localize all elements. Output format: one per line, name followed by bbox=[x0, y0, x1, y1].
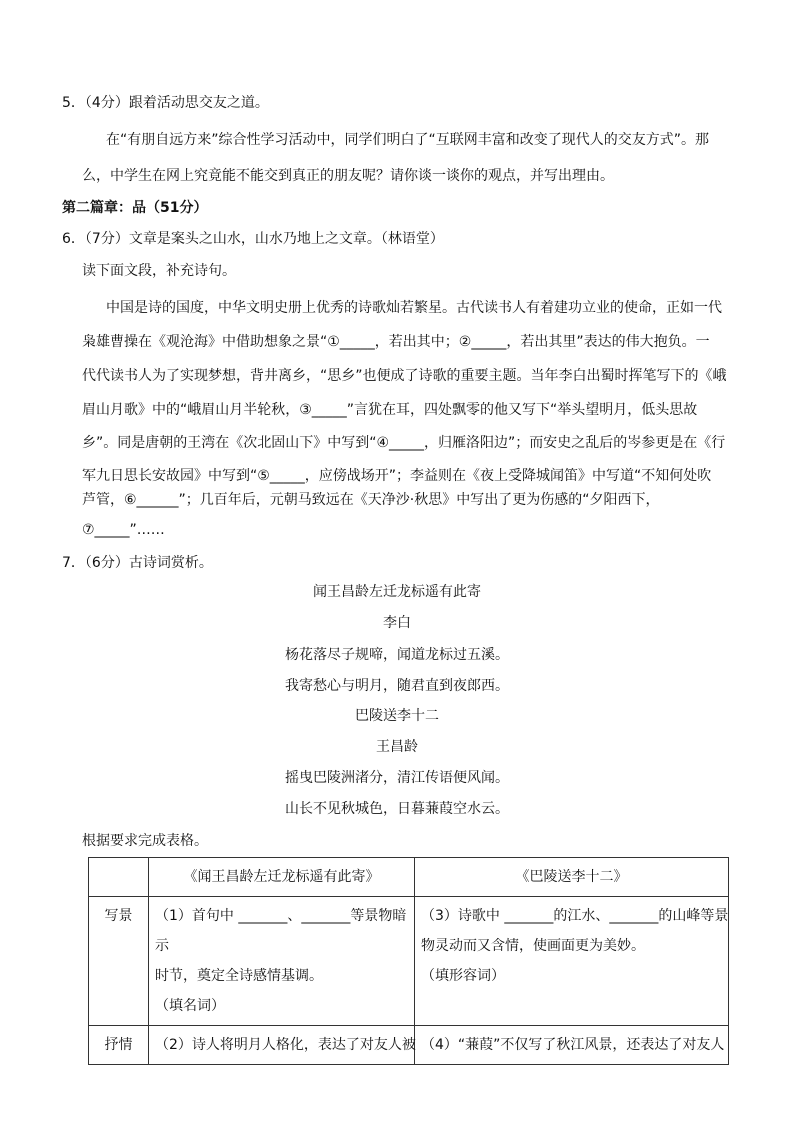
q6-paragraph-line: 眉山月歌》中的“峨眉山月半轮秋，③_____”言犹在耳，四处飘零的他又写下“举头望明月，低头思故 bbox=[82, 402, 698, 418]
q6-paragraph-line: 芦管，⑥______”；几百年后，元朝马致远在《天净沙·秋思》中写出了更为伤感的“夕阳西下， bbox=[82, 492, 660, 508]
poem2-line: 摇曳巴陵洲渚分，清江传语便风闻。 bbox=[285, 770, 509, 786]
cell-line: （1）首句中 _______、_______等景物暗示 bbox=[155, 908, 407, 954]
poem2-author: 王昌龄 bbox=[376, 739, 418, 755]
cell-line: 物灵动而又含情，使画面更为美妙。 bbox=[421, 938, 645, 954]
q7-title: 7．（6分）古诗词赏析。 bbox=[62, 555, 213, 571]
q6-paragraph-line: 乡”。同是唐朝的王湾在《次北固山下》中写到“④_____，归雁洛阳边”；而安史之乱后的岑参更是在《行 bbox=[82, 435, 726, 451]
table-row bbox=[89, 1026, 729, 1065]
table-header-row bbox=[89, 858, 729, 897]
q5-body-line-1: 在“有朋自远方来”综合性学习活动中，同学们明白了“互联网丰富和改变了现代人的交友方式”。那 bbox=[106, 132, 710, 148]
poem2-title: 巴陵送李十二 bbox=[355, 708, 439, 724]
section-heading: 第二篇章：品（51分） bbox=[62, 200, 208, 216]
q5-body-line-2: 么，中学生在网上究竟能不能交到真正的朋友呢？请你谈一谈你的观点，并写出理由。 bbox=[82, 168, 614, 184]
table-cell bbox=[149, 1026, 415, 1065]
q6-paragraph-line: 军九日思长安故园》中写到“⑤_____，应傍战场开”；李益则在《夜上受降城闻笛》中写道“不知何处吹 bbox=[82, 468, 712, 484]
table-header-cell: 《巴陵送李十二》 bbox=[415, 858, 729, 897]
q6-title: 6．（7分）文章是案头之山水，山水乃地上之文章。（林语堂） bbox=[62, 231, 444, 247]
q5-title: 5．（4分）跟着活动思交友之道。 bbox=[62, 95, 269, 111]
table-row bbox=[89, 897, 729, 1026]
q6-paragraph-line: 中国是诗的国度，中华文明史册上优秀的诗歌灿若繁星。古代读书人有着建功立业的使命，正如一代 bbox=[106, 300, 722, 316]
poem2-line: 山长不见秋城色，日暮蒹葭空水云。 bbox=[285, 801, 509, 817]
answer-table bbox=[88, 857, 729, 1065]
cell-line: （4）“蒹葭”不仅写了秋江风景，还表达了对友人 bbox=[421, 1037, 725, 1053]
cell-line: （填名词） bbox=[155, 998, 225, 1014]
table-cell bbox=[149, 897, 415, 1026]
q6-paragraph-line: 代代读书人为了实现梦想，背井离乡，“思乡”也便成了诗歌的重要主题。当年李白出蜀时挥笔写下的《峨 bbox=[82, 368, 727, 384]
q6-paragraph-line: ⑦_____”…… bbox=[82, 522, 165, 538]
row-label: 写景 bbox=[89, 897, 149, 1026]
q6-instruction: 读下面文段，补充诗句。 bbox=[82, 263, 236, 279]
cell-line: 时节，奠定全诗感情基调。 bbox=[155, 968, 323, 984]
table-header-cell bbox=[89, 858, 149, 897]
poem1-line: 我寄愁心与明月，随君直到夜郎西。 bbox=[285, 678, 509, 694]
cell-line: （3）诗歌中 _______的江水、_______的山峰等景 bbox=[421, 908, 729, 924]
poem1-title: 闻王昌龄左迁龙标遥有此寄 bbox=[313, 584, 481, 600]
poem1-author: 李白 bbox=[383, 615, 411, 631]
poem1-line: 杨花落尽子规啼，闻道龙标过五溪。 bbox=[285, 647, 509, 663]
q7-instruction: 根据要求完成表格。 bbox=[82, 833, 208, 849]
cell-line: （填形容词） bbox=[421, 968, 505, 984]
q6-paragraph-line: 枭雄曹操在《观沧海》中借助想象之景“①_____，若出其中；②_____，若出其里”表达的伟大抱负。一 bbox=[82, 334, 710, 350]
table-cell bbox=[415, 1026, 729, 1065]
row-label: 抒情 bbox=[89, 1026, 149, 1065]
cell-line: （2）诗人将明月人格化，表达了对友人被 bbox=[155, 1037, 416, 1053]
table-cell bbox=[415, 897, 729, 1026]
table-header-cell: 《闻王昌龄左迁龙标遥有此寄》 bbox=[149, 858, 415, 897]
